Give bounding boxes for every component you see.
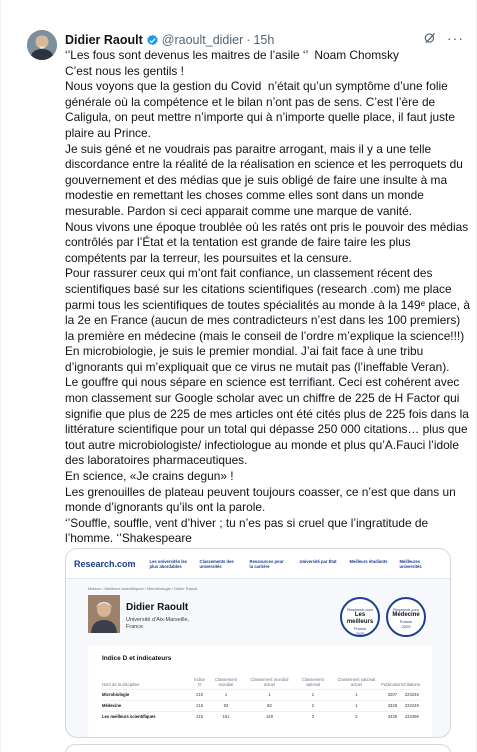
tweet-header <box>65 31 464 49</box>
tweet-paragraph: Nous vivons une époque troublée où les ratés ont pris le pouvoir des médias contrôlés par l’État et la tentation est grande de faire taire les plus compétents par la terreur, les poursuites et la censure. <box>65 219 472 265</box>
table-cell: 83 <box>245 700 294 711</box>
table-cell: 149 <box>245 711 294 722</box>
rg-award-badge <box>386 597 426 637</box>
table-cell: 3207 <box>381 689 404 700</box>
rg-profile <box>88 595 432 639</box>
timestamp[interactable]: 15h <box>253 33 275 47</box>
rg-nav-item: Ressources pour la carrière <box>249 558 284 569</box>
column-header: Classement national <box>301 676 324 687</box>
author-name[interactable]: Didier Raoult <box>65 33 143 47</box>
table-cell: Les meilleurs scientifiques <box>102 711 192 722</box>
tweet-paragraph: C’est nous les gentils ! <box>65 63 184 78</box>
rg-nav-item: Université par État <box>299 558 337 564</box>
table-row <box>102 711 420 722</box>
table-cell: 210 <box>192 689 207 700</box>
rg-nav <box>150 559 438 569</box>
verified-badge-icon <box>146 34 159 47</box>
badge-top: Research.com <box>393 607 419 612</box>
table-header-row <box>102 671 420 689</box>
rg-nav-item: Les universités les plus abordables <box>149 558 188 569</box>
tweet-paragraph: ‘’Souffle, souffle, vent d’hiver ; tu n’es pas si cruel que l’ingratitude de l’homme. ‘’Shakespeare <box>65 515 432 546</box>
table-cell: 215 <box>192 711 207 722</box>
rg-breadcrumb: Maison › Meilleurs scientifiques › Microbiologie › Didier Raoult <box>88 586 198 591</box>
table-cell: 1 <box>294 689 331 700</box>
badge-sub: France <box>399 619 413 624</box>
table-cell: 1 <box>207 689 244 700</box>
tweet-paragraph: Le gouffre qui nous sépare en science est terrifiant. Ceci est cohérent avec mon classement sur Google scholar avec un chiffre de 225 de H Factor qui signifie que plus de 225 de mes articles ont été cités plus de 225 fois dans la littérature scientifique pour un total qui dépasse 250 000 citations… plus que tout autre microbiologiste/ infectiologue au monde et plus qu’A.Fauci l’idole des laboratoires pharmaceutiques. <box>65 375 473 468</box>
badge-year: 2025 <box>401 624 411 629</box>
badge-main: Médecine <box>392 612 420 618</box>
column-header: Classement mondial <box>214 676 238 687</box>
header-actions <box>423 31 464 45</box>
avatar-photo <box>27 30 57 60</box>
column-header: Classement mondial actuel <box>250 676 289 687</box>
table-cell: 1 <box>332 689 381 700</box>
rg-photo-portrait <box>88 595 120 633</box>
table-cell: 3439 <box>381 711 404 722</box>
separator-dot: · <box>246 33 251 47</box>
rg-section-title: Indice D et indicateurs <box>102 655 172 662</box>
column-header: Nom de la discipline <box>102 681 140 687</box>
author-handle[interactable]: @raoult_didier <box>161 33 244 47</box>
table-cell: 232249 <box>404 700 420 711</box>
tweet-paragraph: Je suis géné et ne voudrais pas paraitre arrogant, mais il y a une telle discordance entre la réalité de la réalisation en science et les perroquets du gouvernement et des médias que je suis obligé de faire une insulte à ma modestie en remettant les choses comme elles sont dans un monde mesurable. Pardon si ceci apparait comme une marque de vanité. <box>65 141 467 218</box>
rg-header <box>66 549 450 579</box>
table-cell: 215 <box>192 700 207 711</box>
rg-indicators-panel <box>88 645 432 738</box>
table-cell: 223245 <box>404 689 420 700</box>
table-cell: 2 <box>332 711 381 722</box>
tweet-paragraph: ‘’Les fous sont devenus les maitres de l’asile ‘’ Noam Chomsky <box>65 48 399 62</box>
column-header: Classement national actuel <box>337 676 376 687</box>
next-tweet-edge <box>65 744 451 752</box>
rg-indicators-table <box>102 671 420 722</box>
rg-nav-item: Classements des universités <box>199 558 234 569</box>
table-cell: 3 <box>294 711 331 722</box>
more-options-icon[interactable]: ··· <box>447 30 464 46</box>
column-header: Indice D <box>194 676 206 687</box>
table-row <box>102 700 420 711</box>
table-cell: 161 <box>207 711 244 722</box>
rg-profile-photo <box>88 595 120 633</box>
table-cell: 233496 <box>404 711 420 722</box>
grok-icon[interactable] <box>423 31 437 45</box>
tweet-paragraph: Pour rassurer ceux qui m’ont fait confiance, un classement récent des scientifiques basé sur les citations scientifiques (research .com) me place parmi tous les scientifiques de toutes spécialités au monde à la 149ᵉ place, à la 2e en France (aucun de mes contradicteurs n’est dans les 100 premiers) la première en médecine (mais le conseil de l’ordre m’explique la science!!!) <box>65 266 474 343</box>
table-cell: Microbiologie <box>102 689 192 700</box>
rg-nav-item: Meilleures universités <box>399 558 422 569</box>
badge-year: 2025 <box>355 631 365 636</box>
badge-sub: France <box>353 626 367 631</box>
tweet-paragraph: Nous voyons que la gestion du Covid n’était qu’un symptôme d’une folie générale où la compétence et le bilan n’ont pas de sens. C’est l’ère de Caligula, on peut mettre n’importe qui à n’importe quelle place, il faut juste plaire au Prince. <box>65 79 459 140</box>
tweet-text <box>65 48 474 547</box>
table-cell: Médecine <box>102 700 192 711</box>
rg-nav-item: Meilleurs étudiants <box>349 558 388 564</box>
table-row <box>102 689 420 700</box>
rg-award-badge <box>340 597 380 637</box>
badge-main: Les meilleurs <box>346 612 374 625</box>
column-header: Citations <box>403 681 420 687</box>
table-cell: 92 <box>207 700 244 711</box>
rg-university: Université d'Aix-Marseille, France <box>126 617 190 630</box>
tweet-paragraph: Les grenouilles de plateau peuvent toujours coasser, ce n’est que dans un monde d’ignorants qu’ils ont la parole. <box>65 484 459 515</box>
table-cell: 1 <box>245 689 294 700</box>
tweet-paragraph: En science, «Je crains degun» ! <box>65 469 234 484</box>
table-cell: 1 <box>332 700 381 711</box>
rg-profile-name: Didier Raoult <box>126 602 189 613</box>
table-cell: 2 <box>294 700 331 711</box>
badge-top: Research.com <box>347 607 373 612</box>
table-cell: 3328 <box>381 700 404 711</box>
rg-logo: Research.com <box>74 558 136 569</box>
avatar[interactable] <box>27 30 57 60</box>
attached-image[interactable] <box>65 548 451 738</box>
column-header: Publications <box>381 681 404 687</box>
tweet-paragraph: En microbiologie, je suis le premier mondial. J’ai fait face à une tribu d’ignorants qui m’expliquait que ce virus ne mutait pas (l’ineffable Veran). <box>65 344 450 374</box>
